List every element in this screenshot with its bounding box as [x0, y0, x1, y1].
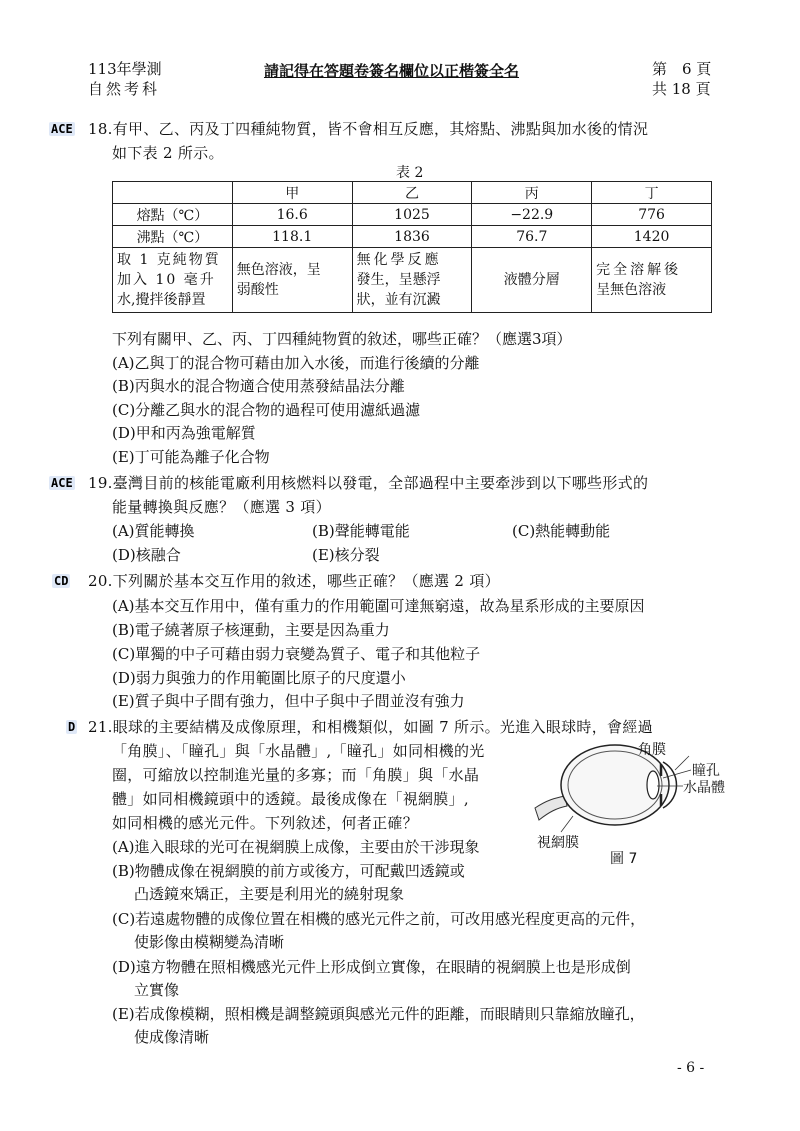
col-bing: 丙: [472, 182, 592, 204]
text-line: 弱酸性: [236, 282, 279, 298]
q20-option-b: (B)電子繞著原子核運動，主要是因為重力: [112, 621, 390, 639]
q21-option-c-line1: (C)若遠處物體的成像位置在相機的感光元件之前，可改用感光程度更高的元件，: [112, 910, 646, 928]
header-subject: 自然考科: [88, 80, 161, 98]
q19-stem-line2: 能量轉換與反應？（應選 3 項）: [112, 498, 331, 516]
header-year-exam: 113年學測: [88, 60, 162, 78]
q20-stem: 20.下列關於基本交互作用的敘述，哪些正確？（應選 2 項）: [88, 572, 500, 590]
table-row-melting: [113, 204, 712, 226]
q21-option-e-line2: 使成像清晰: [134, 1028, 210, 1046]
cell: 1836: [352, 226, 472, 248]
cell: 776: [592, 204, 712, 226]
col-ding: 丁: [592, 182, 712, 204]
cell: 1025: [352, 204, 472, 226]
q18-option-d: (D)甲和丙為強電解質: [112, 424, 256, 442]
q18-stem-line1: 18.有甲、乙、丙及丁四種純物質，皆不會相互反應，其熔點、沸點與加水後的情況: [88, 120, 649, 138]
q19-option-d: (D)核融合: [112, 546, 181, 564]
q21-option-d-line1: (D)遠方物體在照相機感光元件上形成倒立實像，在眼睛的視網膜上也是形成倒: [112, 958, 631, 976]
q19-option-a: (A)質能轉換: [112, 522, 195, 540]
q21-option-c-line2: 使影像由模糊變為清晰: [134, 933, 285, 951]
cell: −22.9: [472, 204, 592, 226]
q21-option-b-line1: (B)物體成像在視網膜的前方或後方，可配戴凹透鏡或: [112, 862, 465, 880]
text-line: 狀，並有沉澱: [356, 292, 441, 308]
header-page: 第 6 頁: [652, 60, 712, 78]
label-lens: 水晶體: [683, 780, 725, 796]
row-label-water: [113, 248, 233, 313]
leader-retina: [561, 816, 573, 832]
page-number: - 6 -: [677, 1060, 705, 1076]
header-signature-notice: 請記得在答題卷簽名欄位以正楷簽全名: [264, 62, 520, 80]
table-corner-cell: [113, 182, 233, 204]
text-line: 取 1 克純物質: [117, 252, 221, 268]
answer-badge-q20: CD: [54, 574, 69, 588]
text-line: 無色溶液，呈: [236, 262, 321, 278]
text-line: 完全溶解後: [596, 262, 682, 278]
leader-cornea: [675, 756, 689, 770]
q20-option-c: (C)單獨的中子可藉由弱力衰變為質子、電子和其他粒子: [112, 645, 481, 663]
q19-stem-line1: 19.臺灣目前的核能電廠利用核燃料以發電，全部過程中主要牽涉到以下哪些形式的: [88, 474, 649, 492]
table-caption: 表 2: [396, 165, 424, 181]
q18-option-e: (E)丁可能為離子化合物: [112, 448, 270, 466]
figure-caption: 圖 7: [610, 851, 638, 867]
cell: 1420: [592, 226, 712, 248]
q21-option-e-line1: (E)若成像模糊，照相機是調整鏡頭與感光元件的距離，而眼睛則只靠縮放瞳孔，: [112, 1005, 645, 1023]
q18-option-b: (B)丙與水的混合物適合使用蒸發結晶法分離: [112, 377, 405, 395]
text-line: 水,攪拌後靜置: [117, 292, 206, 308]
cell: 16.6: [232, 204, 352, 226]
lens-shape: [647, 771, 659, 799]
row-label-melting: 熔點（℃）: [113, 204, 233, 226]
q21-option-d-line2: 立實像: [134, 981, 180, 999]
cell-water-ding: [592, 248, 712, 313]
table-row-water: [113, 248, 712, 313]
q20-option-d: (D)弱力與強力的作用範圍比原子的尺度還小: [112, 669, 406, 687]
text-line: 無化學反應: [356, 252, 442, 268]
answer-badge-q21: D: [68, 720, 76, 734]
q19-option-c: (C)熱能轉動能: [512, 522, 611, 540]
label-pupil: 瞳孔: [692, 763, 720, 779]
table-header-row: [113, 182, 712, 204]
label-retina: 視網膜: [537, 835, 579, 851]
cell-water-yi: [352, 248, 472, 313]
q21-stem-line4: 體」如同相機鏡頭中的透鏡。最後成像在「視網膜」,: [112, 790, 469, 808]
row-label-boiling: 沸點（℃）: [113, 226, 233, 248]
q21-stem-line2: 「角膜」、「瞳孔」與「水晶體」,「瞳孔」如同相機的光: [112, 742, 485, 760]
answer-badge-q18: ACE: [51, 122, 73, 136]
label-cornea: 角膜: [638, 742, 666, 758]
q21-stem-line1: 21.眼球的主要結構及成像原理，和相機類似，如圖 7 所示。光進入眼球時，會經過: [88, 718, 653, 736]
q18-option-c: (C)分離乙與水的混合物的過程可使用濾紙過濾: [112, 401, 421, 419]
cell: 118.1: [232, 226, 352, 248]
q21-stem-line3: 圈，可縮放以控制進光量的多寡；而「角膜」與「水晶: [112, 766, 480, 784]
text-line: 發生，呈懸浮: [356, 272, 441, 288]
q18-stem-line2: 如下表 2 所示。: [112, 144, 224, 162]
cell: 76.7: [472, 226, 592, 248]
col-jia: 甲: [232, 182, 352, 204]
table-row-boiling: [113, 226, 712, 248]
q18-option-a: (A)乙與丁的混合物可藉由加入水後，而進行後續的分離: [112, 354, 480, 372]
text-line: 加入 10 毫升: [117, 272, 216, 288]
cell-water-jia: [232, 248, 352, 313]
cell-water-bing: 液體分層: [472, 248, 592, 313]
answer-badge-q19: ACE: [51, 476, 73, 490]
q19-option-e: (E)核分裂: [312, 546, 380, 564]
q21-option-a: (A)進入眼球的光可在視網膜上成像，主要由於干涉現象: [112, 838, 480, 856]
col-yi: 乙: [352, 182, 472, 204]
q20-option-e: (E)質子與中子間有強力，但中子與中子間並沒有強力: [112, 692, 465, 710]
q18-question: 下列有關甲、乙、丙、丁四種純物質的敘述，哪些正確？（應選3項）: [112, 330, 572, 348]
q21-stem-line5: 如同相機的感光元件。下列敘述，何者正確？: [112, 814, 419, 832]
optic-nerve-shape: [535, 796, 567, 820]
q19-option-b: (B)聲能轉電能: [312, 522, 410, 540]
table-2: [112, 181, 712, 313]
text-line: 呈無色溶液: [596, 282, 667, 298]
header-total-pages: 共 18 頁: [652, 80, 711, 98]
q21-option-b-line2: 凸透鏡來矯正，主要是利用光的繞射現象: [134, 885, 405, 903]
q20-option-a: (A)基本交互作用中，僅有重力的作用範圍可達無窮遠，故為星系形成的主要原因: [112, 597, 645, 615]
